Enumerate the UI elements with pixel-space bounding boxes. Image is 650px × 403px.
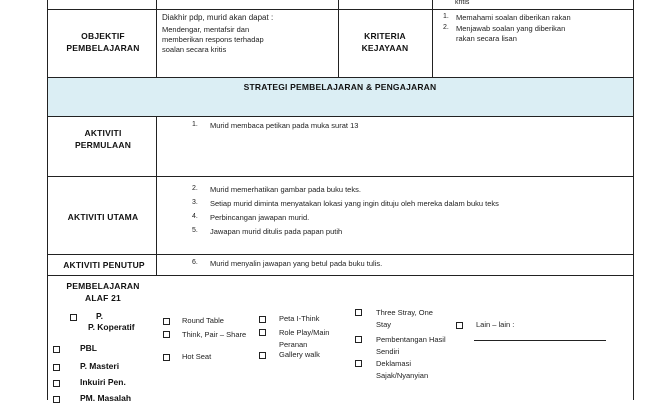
checkbox-masteri[interactable] (53, 364, 60, 371)
checkbox-role-play[interactable] (259, 329, 266, 336)
option-pm-masalah: PM. Masalah (80, 393, 132, 403)
option-gallery-walk: Gallery walk (279, 350, 320, 359)
activity-utama-label: AKTIVITI UTAMA (67, 212, 139, 222)
activity-penutup-label: AKTIVITI PENUTUP (63, 260, 145, 270)
criteria-text-2b: rakan secara lisan (456, 34, 517, 43)
option-koperatif-a: P. (96, 311, 103, 321)
objective-line-3: soalan secara kritis (162, 45, 227, 54)
utama-text-5: Jawapan murid ditulis pada papan putih (210, 227, 343, 236)
option-role-play: Role Play/Main Peranan (279, 328, 330, 349)
objective-line-2: memberikan respons terhadap (162, 35, 264, 44)
checkbox-gallery-walk[interactable] (259, 352, 266, 359)
activity-permulaan-label: AKTIVITI PERMULAAN (74, 128, 132, 150)
criteria-num-2: 2. (443, 24, 449, 31)
strategy-banner-title: STRATEGI PEMBELAJARAN & PENGAJARAN (243, 82, 437, 92)
option-deklamasi: Deklamasi Sajak/Nyanyian (376, 359, 429, 380)
alaf21-label: PEMBELAJARAN ALAF 21 (66, 281, 140, 303)
utama-num-5: 5. (192, 227, 198, 234)
permulaan-text-1: Murid membaca petikan pada muka surat 13 (210, 121, 359, 130)
checkbox-lain-lain[interactable] (456, 322, 463, 329)
utama-num-2: 2. (192, 185, 198, 192)
option-hot-seat: Hot Seat (182, 352, 212, 361)
checkbox-hot-seat[interactable] (163, 354, 170, 361)
objective-label: OBJEKTIF PEMBELAJARAN (66, 31, 140, 53)
option-koperatif: P. Koperatif (88, 322, 135, 332)
checkbox-inkuiri[interactable] (53, 380, 60, 387)
penutup-num-6: 6. (192, 259, 198, 266)
permulaan-num-1: 1. (192, 121, 198, 128)
utama-num-3: 3. (192, 199, 198, 206)
objective-line-1: Mendengar, mentafsir dan (162, 25, 250, 34)
checkbox-deklamasi[interactable] (355, 360, 362, 367)
option-round-table: Round Table (182, 316, 224, 325)
option-pbl: PBL (80, 343, 97, 353)
utama-text-3: Setiap murid diminta menyatakan lokasi yang ingin dituju oleh mereka dalam buku teks (210, 199, 499, 208)
option-three-stray: Three Stray, One Stay (376, 308, 433, 329)
objective-intro: Diakhir pdp, murid akan dapat : (162, 13, 274, 22)
checkbox-koperatif[interactable] (70, 314, 77, 321)
criteria-num-1: 1. (443, 13, 449, 20)
criteria-text-1: Memahami soalan diberikan rakan (456, 13, 571, 22)
checkbox-think-pair-share[interactable] (163, 331, 170, 338)
option-masteri: P. Masteri (80, 361, 120, 371)
checkbox-three-stray[interactable] (355, 309, 362, 316)
option-think-pair-share: Think, Pair – Share (182, 330, 247, 339)
utama-text-4: Perbincangan jawapan murid. (210, 213, 310, 222)
utama-text-2: Murid memerhatikan gambar pada buku teks. (210, 185, 361, 194)
checkbox-pembentangan[interactable] (355, 336, 362, 343)
utama-num-4: 4. (192, 213, 198, 220)
option-pembentangan: Pembentangan Hasil Sendiri (376, 335, 446, 356)
criteria-text-2a: Menjawab soalan yang diberikan (456, 24, 566, 33)
criteria-label: KRITERIA KEJAYAAN (361, 31, 409, 53)
option-lain-lain: Lain – lain : (476, 320, 515, 329)
penutup-text-6: Murid menyalin jawapan yang betul pada buku tulis. (210, 259, 383, 268)
checkbox-round-table[interactable] (163, 318, 170, 325)
lain-lain-writing-line[interactable] (474, 340, 606, 341)
checkbox-peta-ithink[interactable] (259, 316, 266, 323)
option-peta-ithink: Peta I-Think (279, 314, 320, 323)
criteria-top-partial: kritis (455, 0, 470, 6)
option-inkuiri: Inkuiri Pen. (80, 377, 126, 387)
checkbox-pbl[interactable] (53, 346, 60, 353)
